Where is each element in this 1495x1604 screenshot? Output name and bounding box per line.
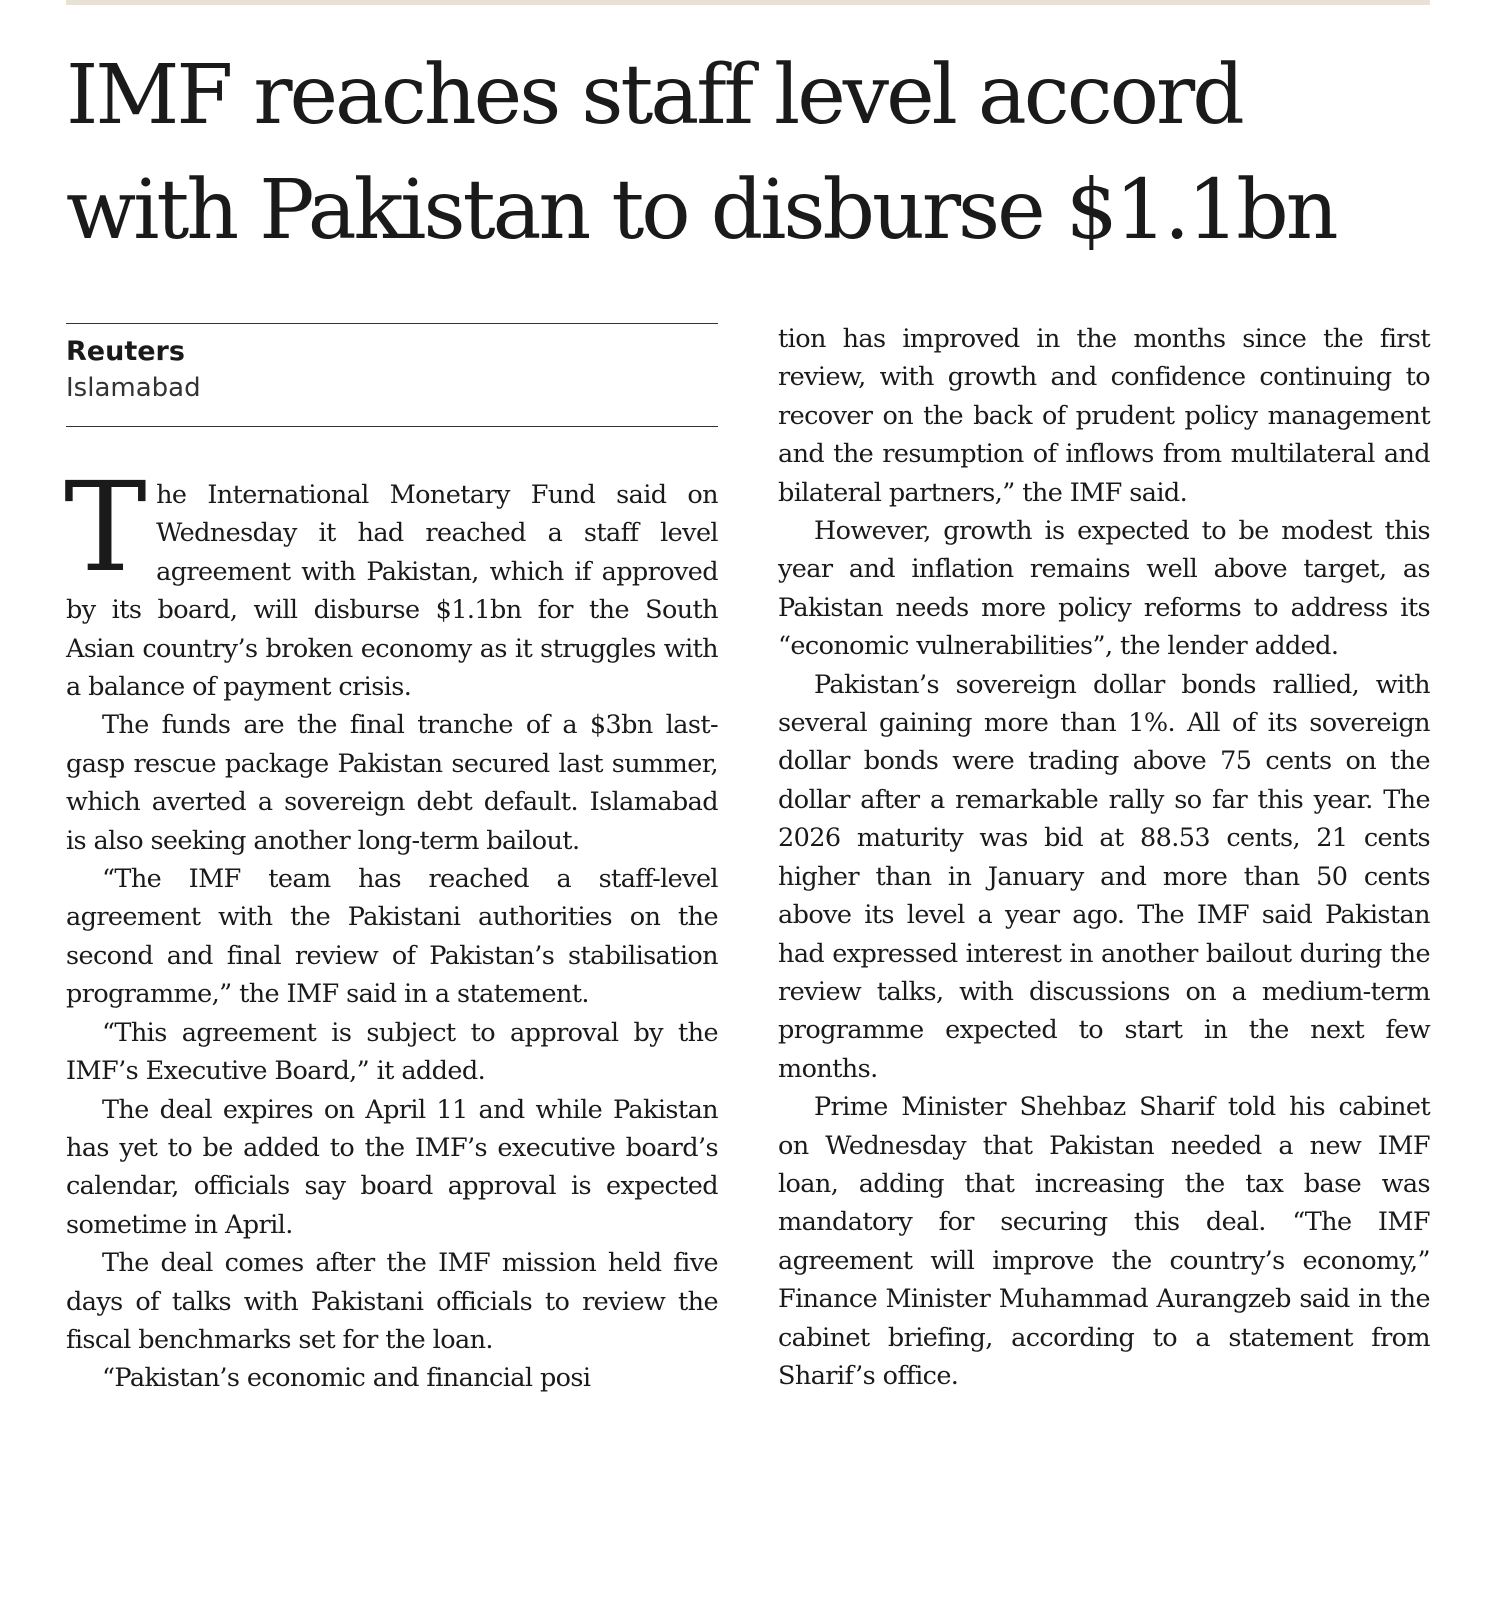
paragraph: The deal expires on April 11 and while Pakistan has yet to be added to the IMF’s executive board’s calendar, officials say board approval is expected sometime in April. [66, 1094, 718, 1240]
byline-agency: Reuters [66, 336, 185, 367]
drop-cap: T [64, 456, 147, 600]
left-column [64, 456, 718, 1398]
paragraph: “The IMF team has reached a staff-level agreement with the Pakistani authorities on the second and final review of Pakistan’s stabilisation programme,” the IMF said in a statement. [66, 864, 718, 1010]
paragraph: “Pakistan’s economic and financial posi [102, 1363, 591, 1394]
paragraph: The funds are the final tranche of a $3bn last-gasp rescue package Pakistan secured last summer, which averted a sovereign debt default. Islamabad is also seeking another long-term bailout. [66, 710, 718, 856]
paragraph: The deal comes after the IMF mission held five days of talks with Pakistani officials to review the fiscal benchmarks set for the loan. [66, 1248, 718, 1355]
paragraph: However, growth is expected to be modest this year and inflation remains well above target, as Pakistan needs more policy reforms to address its “economic vulnerabilities”, the lender added. [778, 516, 1430, 662]
paragraph: “This agreement is subject to approval by the IMF’s Executive Board,” it added. [66, 1017, 718, 1087]
first-paragraph [64, 456, 718, 706]
top-rule [66, 0, 1430, 5]
right-column [778, 320, 1430, 1395]
paragraph: Pakistan’s sovereign dollar bonds rallied, with several gaining more than 1%. All of its sovereign dollar bonds were trading above 75 cents on the dollar after a remarkable rally so far this year. The 2026 maturity was bid at 88.53 cents, 21 cents higher than in January and more than 50 cents above its level a year ago. The IMF said Pakistan had expressed interest in another bailout during the review talks, with discussions on a medium-term programme expected to start in the next few months. [778, 669, 1430, 1084]
byline [66, 323, 718, 427]
first-paragraph-text: he International Monetary Fund said on Wednesday it had reached a staff level agreement with Pakistan, which if approved by its board, will disburse $1.1bn for the South Asian country’s broken economy as it struggles with a balance of payment crisis. [66, 480, 718, 703]
byline-location: Islamabad [66, 373, 201, 403]
headline: IMF reaches staff level accord with Pakistan to disburse $1.1bn [66, 48, 1336, 258]
continued-paragraph: tion has improved in the months since the first review, with growth and confidence continuing to recover on the back of prudent policy management and the resumption of inflows from multilateral and bilateral partners,” the IMF said. [778, 324, 1430, 508]
paragraph: Prime Minister Shehbaz Sharif told his cabinet on Wednesday that Pakistan needed a new IMF loan, adding that increasing the tax base was mandatory for securing this deal. “The IMF agreement will improve the country’s economy,” Finance Minister Muhammad Aurangzeb said in the cabinet briefing, according to a statement from Sharif’s office. [778, 1092, 1430, 1391]
